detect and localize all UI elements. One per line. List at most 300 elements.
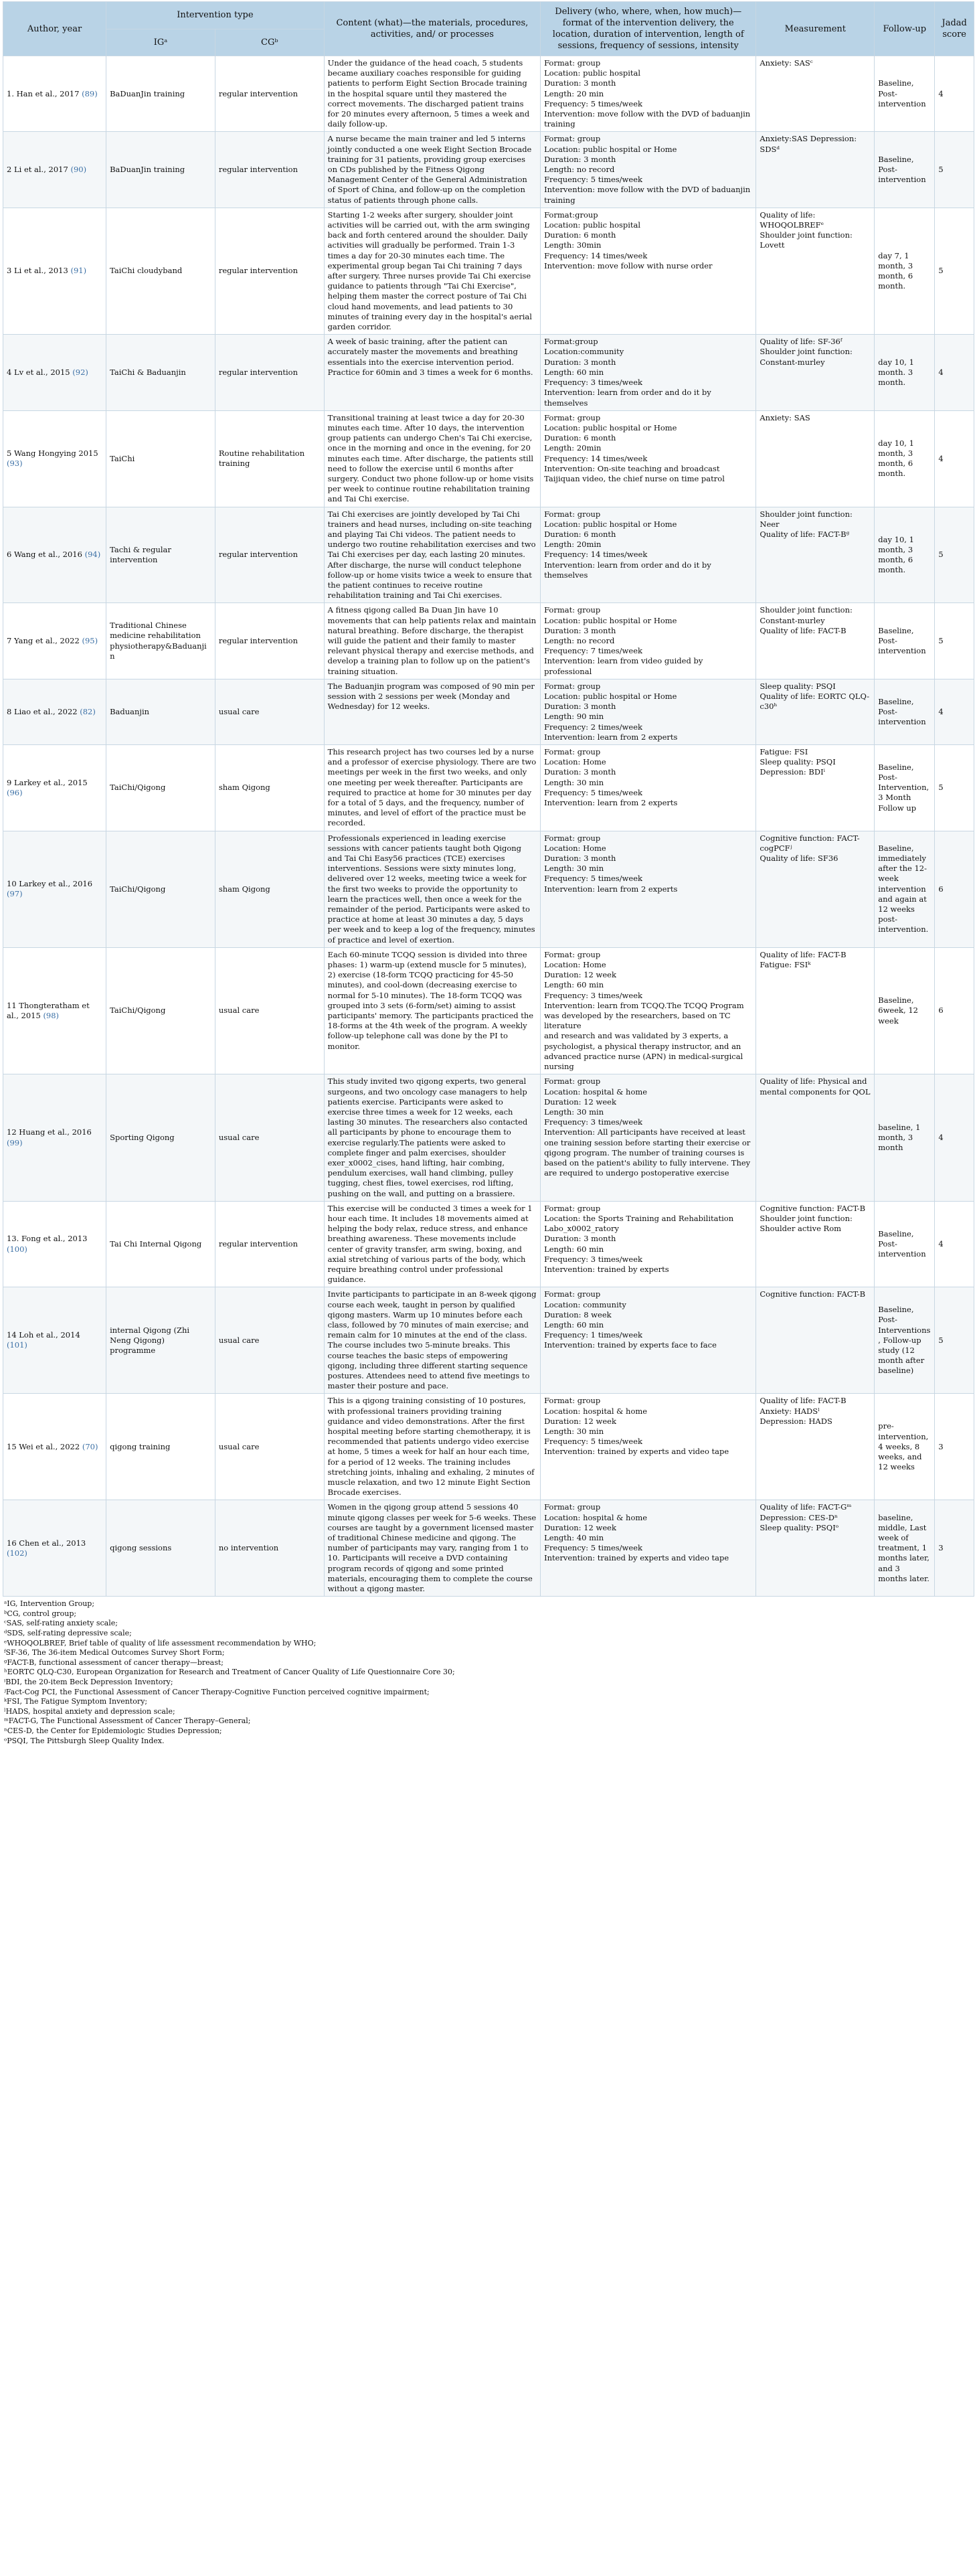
author-cell <box>3 335 106 410</box>
delivery-line: Duration: 3 month <box>544 154 616 164</box>
table-row <box>3 1201 974 1287</box>
footnote: ᶠSF-36, The 36-item Medical Outcomes Survey Short Form; <box>4 1648 225 1658</box>
content-cell: Tai Chi exercises are jointly developed by Tai Chi trainers and head nurses, including on-site teaching and playing Tai Chi videos. The patient needs to undergo two routine rehabilitation exercises and two Tai Chi exercises per day, each lasting 20 minutes. After discharge, the nurse will conduct telephone follow-up or home visits twice a week to ensure that the patient continues to receive routine rehabilitation training and Tai Chi exercises. <box>324 507 540 603</box>
delivery-line: Frequency: 3 times/week <box>544 990 642 1000</box>
author-cell <box>3 1394 106 1500</box>
footnote: ᵃIG, Intervention Group; <box>4 1599 95 1609</box>
cg-cell: usual care <box>215 1074 324 1201</box>
delivery-line: Length: 20min <box>544 540 602 550</box>
measurement-line: Anxiety: SASᶜ <box>760 58 813 68</box>
citation-link[interactable]: (95) <box>82 635 98 645</box>
ig-cell: Tai Chi Internal Qigong <box>106 1201 215 1287</box>
author-name: 3 Li et al., 2013 <box>7 266 68 276</box>
delivery-line: Frequency: 5 times/week <box>544 874 642 884</box>
delivery-line: Intervention: trained by experts face to face <box>544 1340 717 1350</box>
delivery-line: Location: public hospital <box>544 220 641 230</box>
follow-up-cell: baseline, middle, Last week of treatment, 1 months later, and 3 months later. <box>875 1500 935 1597</box>
ig-cell: qigong sessions <box>106 1500 215 1597</box>
delivery-line: Format: group <box>544 1289 601 1299</box>
measurement-cell <box>756 507 875 603</box>
delivery-line: Location: the Sports Training and Rehabilitation Labo_x0002_ratory <box>544 1213 734 1234</box>
measurement-cell <box>756 745 875 831</box>
measurement-line: Fatigue: FSI <box>760 747 808 756</box>
content-cell: The Baduanjin program was composed of 90 min per session with 2 sessions per week (Monday and Wednesday) for 12 weeks. <box>324 679 540 744</box>
author-cell <box>3 56 106 132</box>
author-cell <box>3 745 106 831</box>
delivery-line: Format: group <box>544 1502 601 1512</box>
delivery-line: Duration: 3 month <box>544 702 616 712</box>
measurement-cell <box>756 831 875 947</box>
footnote: ᶜSAS, self-rating anxiety scale; <box>4 1619 118 1628</box>
delivery-line: Frequency: 5 times/week <box>544 98 642 108</box>
measurement-line: Depression: BDIⁱ <box>760 767 825 777</box>
delivery-line: Frequency: 14 times/week <box>544 453 648 463</box>
author-cell <box>3 208 106 334</box>
footnote: ˡHADS, hospital anxiety and depression scale; <box>4 1706 175 1716</box>
delivery-line: Length: 60 min <box>544 1319 604 1330</box>
content-cell: This exercise will be conducted 3 times a week for 1 hour each time. It includes 18 movements aimed at helping the body relax, reduce stress, and enhance breathing awareness. These movements include center of gravity transfer, arm swing, boxing, and axial stretching of various parts of the body, which require breathing control under professional guidance. <box>324 1201 540 1287</box>
cg-cell: regular intervention <box>215 507 324 603</box>
cg-cell: usual care <box>215 1394 324 1500</box>
delivery-cell <box>541 208 756 334</box>
delivery-line: Location: public hospital or Home <box>544 144 677 154</box>
measurement-line: Quality of life: SF-36ᶠ <box>760 337 842 347</box>
cg-cell: sham Qigong <box>215 831 324 947</box>
delivery-line: Length: 30 min <box>544 1427 604 1436</box>
measurement-line: Shoulder joint function: Shoulder active Rom <box>760 1213 853 1234</box>
delivery-line: Intervention: learn from order and do it by themselves <box>544 388 711 408</box>
delivery-line: Location: public hospital <box>544 68 641 78</box>
cg-cell: regular intervention <box>215 132 324 208</box>
cg-cell: regular intervention <box>215 603 324 679</box>
delivery-line: Location: public hospital or Home <box>544 422 677 432</box>
author-name: 16 Chen et al., 2013 <box>7 1538 86 1548</box>
delivery-line: Length: 40 min <box>544 1533 604 1543</box>
delivery-line: Frequency: 3 times/week <box>544 1254 642 1264</box>
cg-cell: Routine rehabilitation training <box>215 410 324 507</box>
ig-cell: Sporting Qigong <box>106 1074 215 1201</box>
jadad-cell: 3 <box>935 1500 974 1597</box>
jadad-cell: 5 <box>935 208 974 334</box>
follow-up-cell: Baseline, Post-intervention <box>875 56 935 132</box>
cg-cell: regular intervention <box>215 1201 324 1287</box>
measurement-line: Quality of life: EORTC QLQ-c30ʰ <box>760 691 870 712</box>
footnote: ᵐFACT-G, The Functional Assessment of Cancer Therapy–General; <box>4 1716 251 1726</box>
delivery-line: nursing <box>544 1062 574 1072</box>
author-name: 14 Loh et al., 2014 <box>7 1330 80 1340</box>
delivery-line: Location: hospital & home <box>544 1406 648 1416</box>
delivery-line: Intervention: learn from 2 experts <box>544 798 678 808</box>
footnote: ʲFact-Cog PCI, the Functional Assessment of Cancer Therapy-Cognitive Function perceived cognitive impairment; <box>4 1687 430 1696</box>
jadad-cell: 4 <box>935 410 974 507</box>
ig-cell: BaDuanJin training <box>106 56 215 132</box>
delivery-line: Frequency: 7 times/week <box>544 646 642 656</box>
follow-up-cell: day 10, 1 month. 3 month. <box>875 335 935 410</box>
ig-cell: Tachi & regular intervention <box>106 507 215 603</box>
delivery-line: Format: group <box>544 1076 601 1086</box>
measurement-line: Anxiety:SAS Depression: SDSᵈ <box>760 134 857 154</box>
jadad-cell: 3 <box>935 1394 974 1500</box>
footnote: ʰEORTC QLQ-C30, European Organization for Research and Treatment of Cancer Quality of Life Questionnaire Core 30; <box>4 1668 455 1677</box>
ig-cell: TaiChi/Qigong <box>106 831 215 947</box>
author-name: 9 Larkey et al., 2015 <box>7 777 88 787</box>
delivery-line: Duration: 6 month <box>544 433 616 443</box>
ig-cell: TaiChi cloudyband <box>106 208 215 334</box>
delivery-line: Frequency: 2 times/week <box>544 722 642 732</box>
jadad-cell: 4 <box>935 335 974 410</box>
footnote: ᵒPSQI, The Pittsburgh Sleep Quality Index. <box>4 1736 165 1745</box>
measurement-line: Quality of life: SF36 <box>760 854 838 864</box>
measurement-cell <box>756 208 875 334</box>
citation-link[interactable]: (98) <box>43 1011 60 1021</box>
delivery-line: Location: public hospital or Home <box>544 691 677 701</box>
delivery-line: Length: 30 min <box>544 1107 604 1117</box>
measurement-cell <box>756 132 875 208</box>
content-cell: Invite participants to participate in an 8-week qigong course each week, taught in person by qualified qigong masters. Warm up 10 minutes before each class, followed by 70 minutes of main exercise; and remain calm for 10 minutes at the end of the class. The course includes two 5-minute breaks. This course teaches the basic steps of empowering qigong, including three different starting sequence postures. Attendees need to attend five meetings to master their posture and pace. <box>324 1287 540 1394</box>
delivery-line: Intervention: move follow with the DVD of baduanjin training <box>544 185 751 205</box>
cg-cell: usual care <box>215 947 324 1074</box>
delivery-line: Format: group <box>544 509 601 519</box>
content-cell: This is a qigong training consisting of 10 postures, with professional trainers providing training guidance and video demonstrations. After the first hospital meeting before starting chemotherapy, it is recommended that patients undergo video exercise at home, 5 times a week for half an hour each time, for a period of 12 weeks. The training includes stretching joints, inhaling and exhaling, 2 minutes of muscle relaxation, and two 12 minute Eight Section Brocade exercises. <box>324 1394 540 1500</box>
delivery-line: Intervention: move follow with nurse order <box>544 260 713 270</box>
measurement-cell <box>756 947 875 1074</box>
footnote: ⁿCES-D, the Center for Epidemiologic Studies Depression; <box>4 1726 222 1735</box>
delivery-line: Location:community <box>544 347 624 357</box>
content-cell: A nurse became the main trainer and led 5 interns jointly conducted a one week Eight Section Brocade training for 31 patients, providing group exercises on CDs published by the Fitness Qigong Management Center of the General Administration of Sport of China, and follow-up on the completion status of patients through phone calls. <box>324 132 540 208</box>
citation-link[interactable]: (91) <box>70 266 87 276</box>
delivery-line: Frequency: 3 times/week <box>544 378 642 388</box>
jadad-cell: 5 <box>935 603 974 679</box>
table-header <box>3 2 974 56</box>
author-cell <box>3 507 106 603</box>
follow-up-cell: Baseline, Post-intervention <box>875 132 935 208</box>
citation-link[interactable]: (102) <box>7 1548 27 1558</box>
delivery-line: Format: group <box>544 605 601 615</box>
author-cell <box>3 679 106 744</box>
measurement-line: Anxiety: HADSˡ <box>760 1406 820 1416</box>
delivery-line: Duration: 3 month <box>544 1234 616 1244</box>
follow-up-cell: day 10, 1 month, 3 month, 6 month. <box>875 410 935 507</box>
author-name: 15 Wei et al., 2022 <box>7 1441 80 1451</box>
measurement-cell <box>756 603 875 679</box>
footnote: ⁱBDI, the 20-item Beck Depression Inventory; <box>4 1678 173 1686</box>
cg-cell: usual care <box>215 1287 324 1394</box>
delivery-cell <box>541 1201 756 1287</box>
delivery-line: Location: Home <box>544 757 606 767</box>
jadad-cell: 5 <box>935 745 974 831</box>
citation-link[interactable]: (94) <box>84 550 101 560</box>
citation-link[interactable]: (96) <box>7 787 23 797</box>
measurement-cell <box>756 1394 875 1500</box>
measurement-cell <box>756 1500 875 1597</box>
measurement-cell <box>756 1201 875 1287</box>
footnotes <box>4 1599 973 1746</box>
footnote: ᵉWHOQOLBREF, Brief table of quality of life assessment recommendation by WHO; <box>4 1638 317 1647</box>
author-cell <box>3 1201 106 1287</box>
delivery-cell <box>541 56 756 132</box>
delivery-line: was developed by the researchers, based on TC literature <box>544 1011 731 1031</box>
table-row <box>3 947 974 1074</box>
delivery-cell <box>541 745 756 831</box>
author-name: 2 Li et al., 2017 <box>7 165 68 175</box>
measurement-cell <box>756 56 875 132</box>
intervention-table <box>3 1 974 1597</box>
author-name: 5 Wang Hongying 2015 <box>7 448 98 458</box>
delivery-cell <box>541 947 756 1074</box>
jadad-cell: 4 <box>935 56 974 132</box>
delivery-line: and research and was validated by 3 experts, a psychologist, a physical therapy instructor, and an <box>544 1031 741 1051</box>
content-cell: A fitness qigong called Ba Duan Jin have 10 movements that can help patients relax and maintain natural breathing. Before discharge, the therapist will guide the patient and their family to master relevant physical therapy and exercise methods, and develop a training plan to follow up on the patient's training situation. <box>324 603 540 679</box>
delivery-cell <box>541 679 756 744</box>
author-name: 8 Liao et al., 2022 <box>7 706 78 716</box>
jadad-cell: 4 <box>935 1074 974 1201</box>
delivery-line: Duration: 8 week <box>544 1309 612 1319</box>
delivery-line: Duration: 3 month <box>544 854 616 864</box>
content-cell: Transitional training at least twice a day for 20-30 minutes each time. After 10 days, the intervention group patients can undergo Chen's Tai Chi exercise, once in the morning and once in the evening, for 20 minutes each time. After discharge, the patients still need to follow the exercise until 6 months after surgery. Conduct two phone follow-up or home visits per week to continue routine rehabilitation training and Tai Chi exercise. <box>324 410 540 507</box>
delivery-cell <box>541 603 756 679</box>
jadad-cell: 4 <box>935 679 974 744</box>
measurement-line: Depression: HADS <box>760 1416 832 1426</box>
delivery-line: Frequency: 14 times/week <box>544 250 648 260</box>
table-row <box>3 603 974 679</box>
table-row <box>3 507 974 603</box>
measurement-line: Sleep quality: PSQI <box>760 757 836 767</box>
measurement-cell <box>756 410 875 507</box>
measurement-cell <box>756 1287 875 1394</box>
jadad-cell: 6 <box>935 947 974 1074</box>
delivery-line: Frequency: 3 times/week <box>544 1117 642 1127</box>
delivery-line: Length: 60 min <box>544 367 604 377</box>
citation-link[interactable]: (89) <box>82 88 98 98</box>
citation-link[interactable]: (70) <box>82 1441 98 1451</box>
delivery-line: Intervention: learn from 2 experts <box>544 884 678 894</box>
delivery-cell <box>541 1287 756 1394</box>
measurement-line: Quality of life: FACT-Bᵍ <box>760 529 850 539</box>
measurement-line: Sleep quality: PSQI <box>760 681 836 691</box>
measurement-line: Quality of life: WHOQOLBREFᵉ <box>760 210 824 230</box>
footnote: ᵏFSI, The Fatigue Symptom Inventory; <box>4 1697 148 1706</box>
delivery-line: Length: 30 min <box>544 864 604 874</box>
delivery-line: Intervention: learn from TCQQ.The TCQQ Program <box>544 1000 744 1010</box>
measurement-line: Anxiety: SAS <box>760 412 810 422</box>
measurement-cell <box>756 1074 875 1201</box>
measurement-line: Quality of life: FACT-B <box>760 949 847 959</box>
table-row <box>3 410 974 507</box>
footnote: ᵈSDS, self-rating depressive scale; <box>4 1629 132 1638</box>
measurement-line: Shoulder joint function: Lovett <box>760 230 853 250</box>
table-row <box>3 831 974 947</box>
delivery-line: Format: group <box>544 949 601 959</box>
delivery-line: Frequency: 14 times/week <box>544 550 648 560</box>
table-row <box>3 1074 974 1201</box>
header-delivery: Delivery (who, where, when, how much)—format of the intervention delivery, the location, duration of intervention, length of sessions, frequency of sessions, intensity <box>541 2 756 56</box>
measurement-line: Fatigue: FSIᵏ <box>760 960 811 970</box>
delivery-line: Length: no record <box>544 635 615 645</box>
delivery-line: Format: group <box>544 134 601 144</box>
delivery-line: Frequency: 5 times/week <box>544 1437 642 1447</box>
author-cell <box>3 410 106 507</box>
delivery-line: Format:group <box>544 337 598 347</box>
footnote: ᵇCG, control group; <box>4 1609 77 1618</box>
citation-link[interactable]: (93) <box>7 459 23 469</box>
content-cell: Women in the qigong group attend 5 sessions 40 minute qigong classes per week for 5-6 weeks. These courses are taught by a government licensed master of traditional Chinese medicine and qigong. The number of participants may vary, ranging from 1 to 10. Participants will receive a DVD containing program records of qigong and some printed materials, encouraging them to complete the course without a qigong master. <box>324 1500 540 1597</box>
delivery-line: Location: Home <box>544 960 606 970</box>
author-name: 10 Larkey et al., 2016 <box>7 879 93 889</box>
delivery-line: Format: group <box>544 1203 601 1213</box>
content-cell: A week of basic training, after the patient can accurately master the movements and breathing essentials into the exercise intervention period. Practice for 60min and 3 times a week for 6 months. <box>324 335 540 410</box>
citation-link[interactable]: (100) <box>7 1244 27 1254</box>
header-content: Content (what)—the materials, procedures, activities, and/ or processes <box>324 2 540 56</box>
delivery-line: Length: 30 min <box>544 777 604 787</box>
content-cell: Under the guidance of the head coach, 5 students became auxiliary coaches responsible for guiding patients to perform Eight Section Brocade training in the hospital square until they mastered the correct movements. The discharged patient trains for 20 minutes every afternoon, 5 times a week and daily follow-up. <box>324 56 540 132</box>
author-cell <box>3 1500 106 1597</box>
delivery-cell <box>541 335 756 410</box>
header-intervention-type: Intervention type <box>106 2 325 29</box>
follow-up-cell: Baseline, Post-Interventions, Follow-up study (12 month after baseline) <box>875 1287 935 1394</box>
header-measurement: Measurement <box>756 2 875 56</box>
author-cell <box>3 947 106 1074</box>
author-cell <box>3 831 106 947</box>
table-row <box>3 335 974 410</box>
delivery-line: Format: group <box>544 1396 601 1406</box>
delivery-cell <box>541 132 756 208</box>
ig-cell: Traditional Chinese medicine rehabilitation physiotherapy&Baduanjin <box>106 603 215 679</box>
footnote: ᵍFACT-B, functional assessment of cancer therapy—breast; <box>4 1658 224 1667</box>
citation-link[interactable]: (82) <box>80 706 96 716</box>
delivery-line: Frequency: 5 times/week <box>544 175 642 185</box>
table-row <box>3 132 974 208</box>
delivery-line: Duration: 3 month <box>544 625 616 635</box>
measurement-cell <box>756 679 875 744</box>
header-jadad: Jadad score <box>935 2 974 56</box>
delivery-line: Format: group <box>544 833 601 843</box>
delivery-line: Length: 60 min <box>544 980 604 990</box>
cg-cell: regular intervention <box>215 335 324 410</box>
delivery-cell <box>541 1074 756 1201</box>
delivery-line: Intervention: On-site teaching and broadcast Taijiquan video, the chief nurse on time patrol <box>544 463 725 483</box>
delivery-line: Location: public hospital or Home <box>544 615 677 625</box>
delivery-line: Format:group <box>544 210 598 220</box>
delivery-line: Length: no record <box>544 165 615 175</box>
delivery-cell <box>541 831 756 947</box>
measurement-cell <box>756 335 875 410</box>
measurement-line: Quality of life: FACT-B <box>760 1396 847 1406</box>
content-cell: This research project has two courses led by a nurse and a professor of exercise physiology. There are two meetings per week in the first two weeks, and only one meeting per week thereafter. Participants are required to practice at home for 30 minutes per day for a total of 5 days, and the frequency, number of minutes, and level of effort of the practice must be recorded. <box>324 745 540 831</box>
delivery-line: Frequency: 5 times/week <box>544 787 642 797</box>
cg-cell: no intervention <box>215 1500 324 1597</box>
ig-cell: TaiChi <box>106 410 215 507</box>
delivery-line: Length: 20min <box>544 443 602 453</box>
follow-up-cell: day 7, 1 month, 3 month, 6 month. <box>875 208 935 334</box>
ig-cell: TaiChi/Qigong <box>106 745 215 831</box>
follow-up-cell: Baseline, Post-Intervention, 3 Month Follow up <box>875 745 935 831</box>
delivery-line: Intervention: learn from 2 experts <box>544 732 678 742</box>
delivery-line: Frequency: 5 times/week <box>544 1543 642 1553</box>
author-name: 13. Fong et al., 2013 <box>7 1234 88 1244</box>
jadad-cell: 5 <box>935 1287 974 1394</box>
delivery-cell <box>541 1394 756 1500</box>
delivery-line: Duration: 3 month <box>544 78 616 88</box>
delivery-line: Format: group <box>544 747 601 756</box>
author-cell <box>3 603 106 679</box>
delivery-cell <box>541 410 756 507</box>
author-cell <box>3 132 106 208</box>
delivery-line: Length: 60 min <box>544 1244 604 1254</box>
delivery-line: Location: community <box>544 1299 626 1309</box>
delivery-line: Duration: 6 month <box>544 529 616 539</box>
delivery-line: Frequency: 1 times/week <box>544 1330 642 1340</box>
table-row <box>3 208 974 334</box>
table-row <box>3 745 974 831</box>
delivery-line: advanced practice nurse (APN) in medical-surgical <box>544 1051 743 1061</box>
delivery-line: Format: group <box>544 58 601 68</box>
delivery-line: Intervention: trained by experts <box>544 1264 669 1274</box>
follow-up-cell: baseline, 1 month, 3 month <box>875 1074 935 1201</box>
delivery-line: Duration: 12 week <box>544 1522 616 1532</box>
measurement-line: Cognitive function: FACT-cogPCFʲ <box>760 833 860 853</box>
delivery-line: Location: hospital & home <box>544 1512 648 1522</box>
delivery-line: Intervention: learn from video guided by professional <box>544 656 703 676</box>
follow-up-cell: day 10, 1 month, 3 month, 6 month. <box>875 507 935 603</box>
content-cell: Each 60-minute TCQQ session is divided into three phases: 1) warm-up (extend muscle for 5 minutes), 2) exercise (18-form TCQQ practicing for 45-50 minutes), and cool-down (decreasing exercise to normal for 5-10 minutes). The 18-form TCQQ was grouped into 3 sets (6-form/set) aiming to assist participants' memory. The participants practiced the 18-forms at the 4th week of the program. A weekly follow-up telephone call was done by the PI to monitor. <box>324 947 540 1074</box>
citation-link[interactable]: (92) <box>72 367 88 377</box>
content-cell: Professionals experienced in leading exercise sessions with cancer patients taught both Qigong and Tai Chi Easy56 practices (TCE) exercises interventions. Sessions were sixty minutes long, delivered over 12 weeks, meeting twice a week for the first two weeks to provide the opportunity to learn the practices well, then once a week for the remainder of the period. Participants were asked to practice at home at least 30 minutes a day, 5 days per week and to keep a log of the frequency, minutes of practice and level of exertion. <box>324 831 540 947</box>
measurement-line: Cognitive function: FACT-B <box>760 1203 866 1213</box>
ig-cell: internal Qigong (Zhi Neng Qigong) programme <box>106 1287 215 1394</box>
content-cell: Starting 1-2 weeks after surgery, shoulder joint activities will be carried out, with the arm swinging back and forth centered around the shoulder. Daily activities will gradually be performed. Train 1-3 times a day for 20-30 minutes each time. The experimental group began Tai Chi training 7 days after surgery. Three nurses provide Tai Chi exercise guidance to patients through "Tai Chi Exercise", helping them master the correct posture of Tai Chi cloud hand movements, and lead patients to 30 minutes of training every day in the hospital's aerial garden corridor. <box>324 208 540 334</box>
author-cell <box>3 1074 106 1201</box>
delivery-line: Duration: 12 week <box>544 970 616 980</box>
follow-up-cell: Baseline, Post-intervention <box>875 1201 935 1287</box>
delivery-line: Intervention: trained by experts and video tape <box>544 1447 729 1457</box>
measurement-line: Depression: CES-Dⁿ <box>760 1512 838 1522</box>
citation-link[interactable]: (101) <box>7 1340 27 1350</box>
ig-cell: TaiChi & Baduanjin <box>106 335 215 410</box>
follow-up-cell: Baseline, Post-intervention <box>875 603 935 679</box>
delivery-line: Duration: 12 week <box>544 1097 616 1107</box>
measurement-line: Sleep quality: PSQIᵒ <box>760 1522 839 1532</box>
author-name: 6 Wang et al., 2016 <box>7 550 82 560</box>
citation-link[interactable]: (97) <box>7 889 23 899</box>
author-name: 11 Thongteratham et al., 2015 <box>7 1000 90 1021</box>
delivery-line: Duration: 12 week <box>544 1416 616 1426</box>
measurement-line: Quality of life: FACT-B <box>760 625 847 635</box>
header-cg: CGᵇ <box>215 29 324 56</box>
ig-cell: Baduanjin <box>106 679 215 744</box>
table-row <box>3 56 974 132</box>
delivery-line: Location: Home <box>544 843 606 853</box>
follow-up-cell: Baseline, Post-intervention <box>875 679 935 744</box>
delivery-line: Intervention: move follow with the DVD of baduanjin training <box>544 109 751 129</box>
delivery-line: Format: group <box>544 681 601 691</box>
content-cell: This study invited two qigong experts, two general surgeons, and two oncology case managers to help patients exercise. Participants were asked to exercise three times a week for 12 weeks, each lasting 30 minutes. The researchers also contacted all participants by phone to encourage them to exercise regularly.The patients were asked to complete finger and palm exercises, shoulder exer_x0002_cises, hand lifting, hair combing, pendulum exercises, wall hand climbing, pulley tugging, chest flies, towel exercises, rod lifting, pushing on the wall, and putting on a brassiere. <box>324 1074 540 1201</box>
delivery-cell <box>541 1500 756 1597</box>
header-follow-up: Follow-up <box>875 2 935 56</box>
table-row <box>3 1500 974 1597</box>
follow-up-cell: Baseline, immediately after the 12-week intervention and again at 12 weeks post-intervention. <box>875 831 935 947</box>
delivery-line: Duration: 3 month <box>544 767 616 777</box>
delivery-line: Length: 30min <box>544 240 602 250</box>
author-name: 7 Yang et al., 2022 <box>7 635 80 645</box>
delivery-line: Location: hospital & home <box>544 1086 648 1097</box>
citation-link[interactable]: (99) <box>7 1137 23 1147</box>
follow-up-cell: Baseline, 6week, 12 week <box>875 947 935 1074</box>
table-body <box>3 56 974 1597</box>
measurement-line: Quality of life: Physical and mental components for QOL <box>760 1076 871 1097</box>
jadad-cell: 5 <box>935 507 974 603</box>
citation-link[interactable]: (90) <box>70 165 87 175</box>
table-row <box>3 679 974 744</box>
